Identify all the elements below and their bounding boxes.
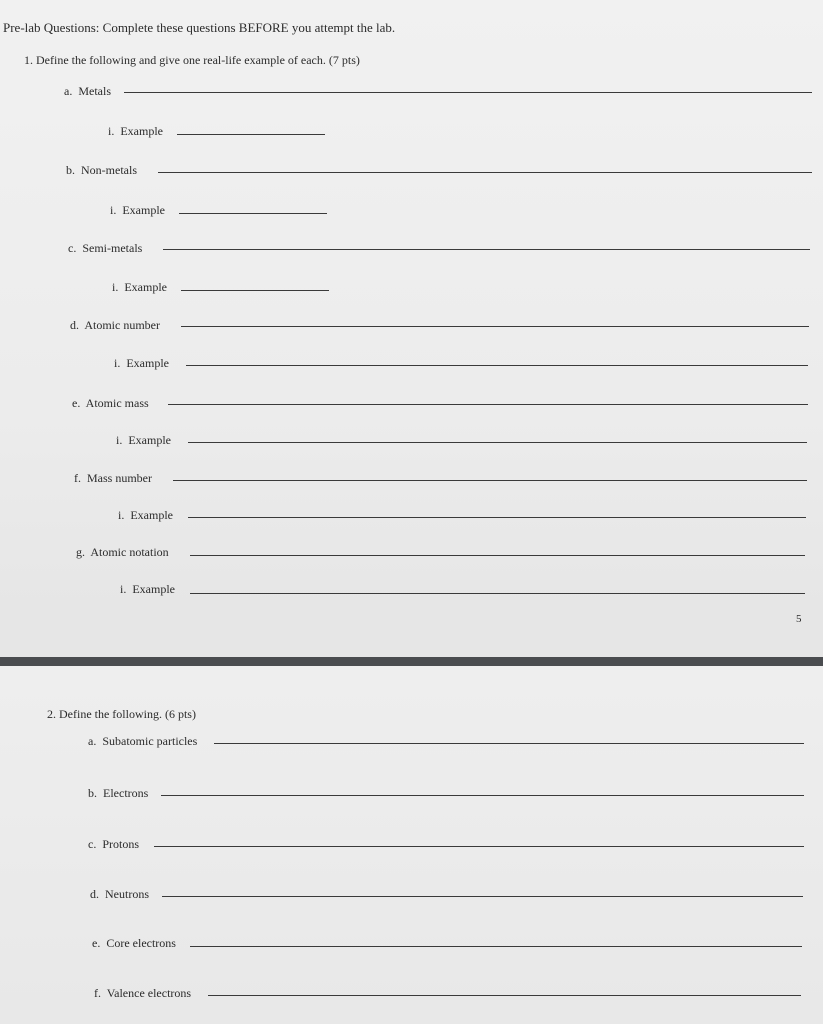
answer-line-semimetals-example[interactable] xyxy=(181,290,329,291)
question-1-prompt: 1. Define the following and give one real-life example of each. (7 pts) xyxy=(24,53,360,67)
answer-line-core-electrons[interactable] xyxy=(190,946,802,947)
answer-line-neutrons[interactable] xyxy=(162,896,803,897)
answer-line-metals[interactable] xyxy=(124,92,812,93)
item-term: Metals xyxy=(78,84,111,98)
q2-item-b: b. Electrons xyxy=(88,786,149,800)
page-number: 5 xyxy=(796,613,802,625)
answer-line-mass-number[interactable] xyxy=(173,480,807,481)
q1-example-g: i. Example xyxy=(120,582,175,596)
q2-item-a: a. Subatomic particles xyxy=(88,734,198,748)
answer-line-atomic-mass-example[interactable] xyxy=(188,442,807,443)
q1-item-f: f. Mass number xyxy=(74,471,152,485)
worksheet-page-2 xyxy=(0,666,823,1024)
q2-item-c: c. Protons xyxy=(88,837,140,851)
answer-line-subatomic-particles[interactable] xyxy=(214,743,804,744)
answer-line-mass-number-example[interactable] xyxy=(188,517,806,518)
q1-item-a xyxy=(64,84,111,99)
q1-example-b: i. Example xyxy=(110,203,165,217)
q1-example-e: i. Example xyxy=(116,433,171,447)
answer-line-atomic-number-example[interactable] xyxy=(186,365,808,366)
answer-line-atomic-notation-example[interactable] xyxy=(190,593,805,594)
answer-line-valence-electrons[interactable] xyxy=(208,995,801,996)
q1-item-c: c. Semi-metals xyxy=(68,241,143,255)
answer-line-nonmetals-example[interactable] xyxy=(179,213,327,214)
answer-line-semimetals[interactable] xyxy=(163,249,810,250)
q1-item-d: d. Atomic number xyxy=(70,318,160,332)
page-title: Pre-lab Questions: Complete these questions BEFORE you attempt the lab. xyxy=(3,20,396,35)
answer-line-protons[interactable] xyxy=(154,846,804,847)
q1-example-f: i. Example xyxy=(118,508,173,522)
answer-line-metals-example[interactable] xyxy=(177,134,325,135)
answer-line-atomic-notation[interactable] xyxy=(190,555,805,556)
answer-line-nonmetals[interactable] xyxy=(158,172,812,173)
q1-item-e: e. Atomic mass xyxy=(72,396,149,410)
q1-item-g: g. Atomic notation xyxy=(76,545,169,559)
q2-item-e: e. Core electrons xyxy=(92,936,176,950)
q1-example-c: i. Example xyxy=(112,280,167,294)
q1-example-d: i. Example xyxy=(114,356,169,370)
q2-item-f: f. Valence electrons xyxy=(94,986,192,1000)
item-letter: a. xyxy=(64,84,73,98)
q2-item-d: d. Neutrons xyxy=(90,887,149,901)
question-2-prompt: 2. Define the following. (6 pts) xyxy=(47,707,196,721)
answer-line-atomic-number[interactable] xyxy=(181,326,809,327)
answer-line-atomic-mass[interactable] xyxy=(168,404,808,405)
q1-example-a: i. Example xyxy=(108,124,163,138)
q1-item-b: b. Non-metals xyxy=(66,163,137,177)
answer-line-electrons[interactable] xyxy=(161,795,804,796)
page-divider xyxy=(0,657,823,666)
